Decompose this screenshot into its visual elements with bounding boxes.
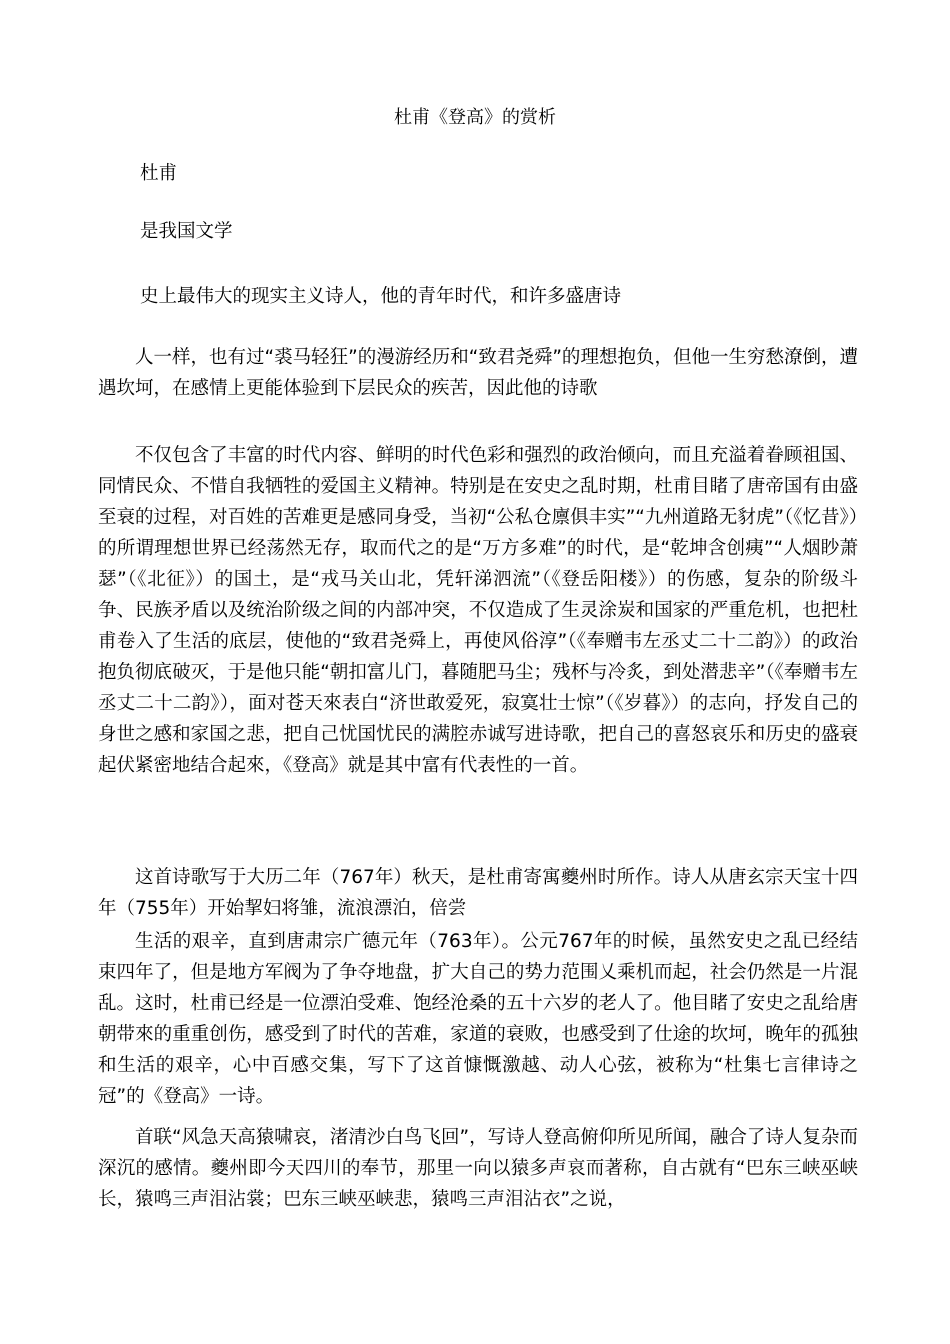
paragraph: 不仅包含了丰富的时代内容、鲜明的时代色彩和强烈的政治倾向，而且充溢着眷顾祖国、同情民众、不惜自我牺牲的爱国主义精神。特别是在安史之乱时期，杜甫目睹了唐帝国有由盛至衰的过程，对百姓的苦难更是感同身受，当初“公私仓廪俱丰实”“九州道路无豺虎”（《忆昔》）的所谓理想世界已经荡然无存，取而代之的是“万方多难”的时代，是“乾坤含创痍”“人烟眇萧瑟”（《北征》）的国土，是“戎马关山北，凭轩涕泗流”（《登岳阳楼》）的伤感，复杂的阶级斗争、民族矛盾以及统治阶级之间的内部冲突，不仅造成了生灵涂炭和国家的严重危机，也把杜甫卷入了生活的底层，使他的“致君尧舜上，再使风俗淳”（《奉赠韦左丞丈二十二韵》）的政治抱负彻底破灭，于是他只能“朝扣富儿门，暮随肥马尘；残杯与冷炙，到处潜悲辛”（《奉赠韦左丞丈二十二韵》），面对苍天來表白“济世敢爱死，寂寞壮士惊”（《岁暮》）的志向，抒发自己的身世之感和家国之悲，把自己忧国忧民的满腔赤诚写进诗歌，把自己的喜怒哀乐和历史的盛衰起伏紧密地结合起來，《登高》就是其中富有代表性的一首。 [98,445,858,776]
document-title: 杜甫《登高》的赏析 [394,107,556,128]
text-line-intro: 史上最伟大的现实主义诗人，他的青年时代，和许多盛唐诗 [140,286,622,307]
paragraph: 这首诗歌写于大历二年（767年）秋天，是杜甫寄寓夔州时所作。诗人从唐玄宗天宝十四年（755年）开始挈妇将雏，流浪漂泊，倍尝 [98,867,858,919]
text-line-fragment: 是我国文学 [140,221,233,242]
paragraph: 生活的艰辛，直到唐肃宗广德元年（763年）。公元767年的时候，虽然安史之乱已经结束四年了，但是地方军阀为了争夺地盘，扩大自己的势力范围乂乘机而起，社会仍然是一片混乱。这时，杜甫已经是一位漂泊受难、饱经沧桑的五十六岁的老人了。他目睹了安史之乱给唐朝带來的重重创伤，感受到了时代的苦难，家道的衰败，也感受到了仕途的坎坷，晚年的孤独和生活的艰辛，心中百感交集，写下了这首慷慨激越、动人心弦，被称为“杜集七言律诗之冠”的《登高》一诗。 [98,931,858,1107]
paragraph: 人一样，也有过“裘马轻狂”的漫游经历和“致君尧舜”的理想抱负，但他一生穷愁潦倒，遭遇坎坷，在感情上更能体验到下层民众的疾苦，因此他的诗歌 [98,347,858,399]
paragraph: 首联“风急天高猿啸哀，渚清沙白鸟飞回”，写诗人登高俯仰所见所闻，融合了诗人复杂而深沉的感情。夔州即今天四川的奉节，那里一向以猿多声哀而著称，自古就有“巴东三峡巫峡长，猿鸣三声泪沾裳；巴东三峡巫峡悲，猿鸣三声泪沾衣”之说， [98,1127,858,1210]
text-line-author: 杜甫 [140,163,178,184]
